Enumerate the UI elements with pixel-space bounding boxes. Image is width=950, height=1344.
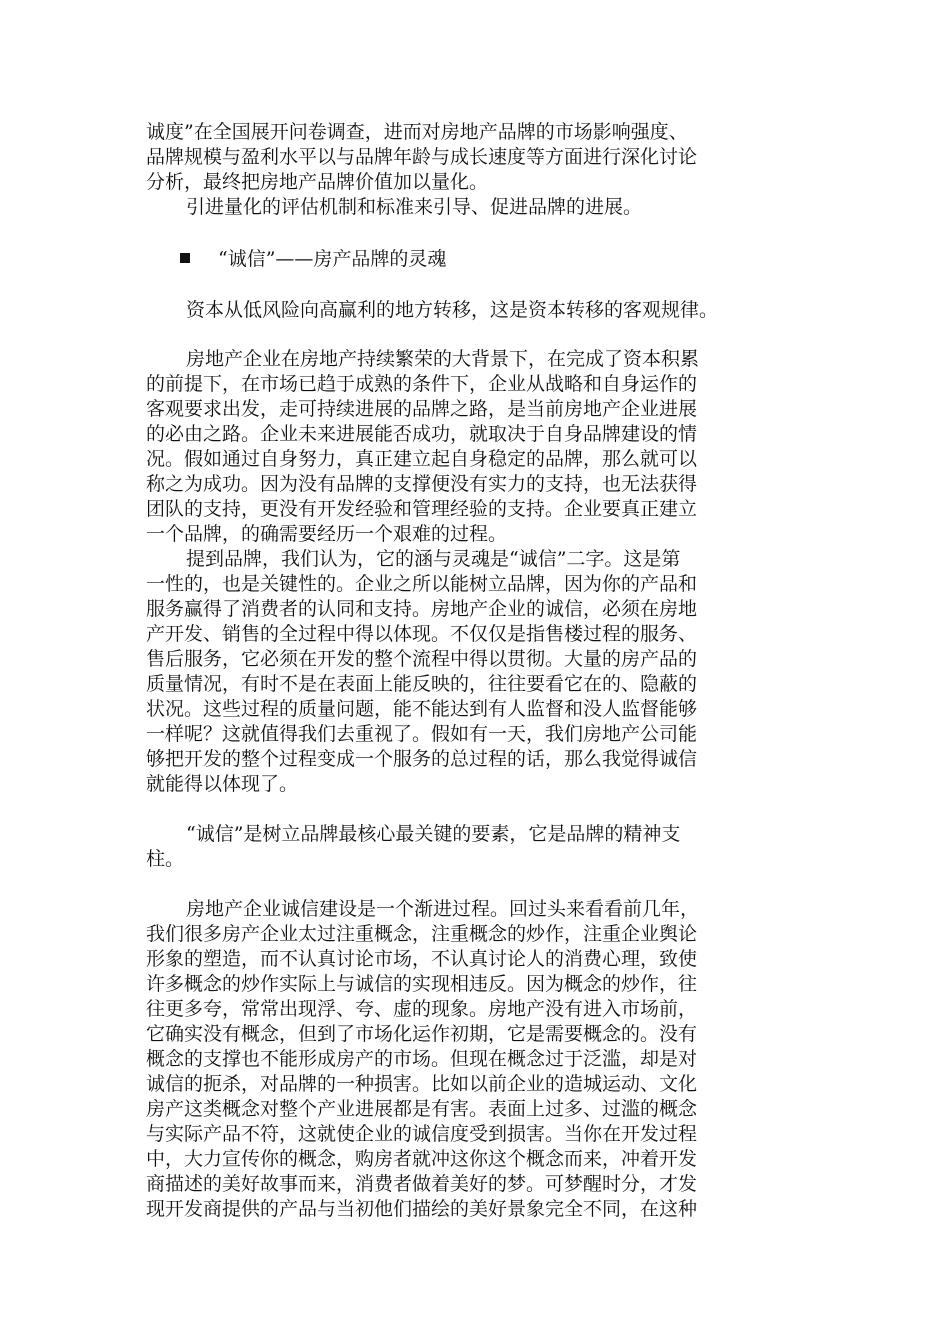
- text-line: 许多概念的炒作实际上与诚信的实现相违反。因为概念的炒作，往: [146, 973, 698, 995]
- text-line: 的前提下，在市场已趋于成熟的条件下，企业从战略和自身运作的: [146, 373, 698, 395]
- section-heading-text: “诚信”——房产品牌的灵魂: [218, 248, 447, 270]
- intro-paragraph: [146, 120, 806, 220]
- text-line: 分析，最终把房地产品牌价值加以量化。: [146, 171, 489, 193]
- text-line: 诚信的扼杀，对品牌的一种损害。比如以前企业的造城运动、文化: [146, 1073, 698, 1095]
- text-line: 况。假如通过自身努力，真正建立起自身稳定的品牌，那么就可以: [146, 448, 698, 470]
- text-line: 资本从低风险向高赢利的地方转移，这是资本转移的客观规律。: [186, 299, 719, 321]
- text-line: 一性的，也是关键性的。企业之所以能树立品牌，因为你的产品和: [146, 573, 698, 595]
- text-line: 房产这类概念对整个产业进展都是有害。表面上过多、过滥的概念: [146, 1098, 698, 1120]
- text-line: 团队的支持，更没有开发经验和管理经验的支持。企业要真正建立: [146, 498, 698, 520]
- text-line: 往更多夸，常常出现浮、夸、虚的现象。房地产没有进入市场前，: [146, 998, 698, 1020]
- text-line: 房地产企业在房地产持续繁荣的大背景下，在完成了资本积累: [186, 348, 700, 370]
- text-line: 概念的支撑也不能形成房产的市场。但现在概念过于泛滥，却是对: [146, 1048, 698, 1070]
- text-line: 服务赢得了消费者的认同和支持。房地产企业的诚信，必须在房地: [146, 598, 698, 620]
- text-line: “诚信”是树立品牌最核心最关键的要素，它是品牌的精神支: [186, 823, 681, 845]
- text-line: 诚度”在全国展开问卷调查，进而对房地产品牌的市场影响强度、: [146, 121, 688, 143]
- text-line: 形象的塑造，而不认真讨论市场，不认真讨论人的消费心理，致使: [146, 948, 698, 970]
- paragraph-1: [146, 298, 806, 323]
- text-line: 品牌规模与盈利水平以与品牌年龄与成长速度等方面进行深化讨论: [146, 146, 698, 168]
- text-line: 它确实没有概念，但到了市场化运作初期，它是需要概念的。没有: [146, 1023, 698, 1045]
- text-line: 我们很多房产企业太过注重概念，注重概念的炒作，注重企业舆论: [146, 923, 698, 945]
- text-line: 一样呢？这就值得我们去重视了。假如有一天，我们房地产公司能: [146, 723, 698, 745]
- text-line: 售后服务，它必须在开发的整个流程中得以贯彻。大量的房产品的: [146, 648, 698, 670]
- text-line: 状况。这些过程的质量问题，能不能达到有人监督和没人监督能够: [146, 698, 698, 720]
- text-line: 引进量化的评估机制和标准来引导、促进品牌的进展。: [186, 196, 643, 218]
- text-line: 柱。: [146, 848, 185, 870]
- text-line: 够把开发的整个过程变成一个服务的总过程的话，那么我觉得诚信: [146, 748, 698, 770]
- text-line: 商描述的美好故事而来，消费者做着美好的梦。可梦醒时分，才发: [146, 1173, 698, 1195]
- text-line: 与实际产品不符，这就使企业的诚信度受到损害。当你在开发过程: [146, 1123, 698, 1145]
- paragraph-5: [146, 897, 806, 1222]
- text-line: 一个品牌，的确需要经历一个艰难的过程。: [146, 523, 508, 545]
- paragraph-3: [146, 547, 806, 797]
- text-line: 产开发、销售的全过程中得以体现。不仅仅是指售楼过程的服务、: [146, 623, 698, 645]
- paragraph-2: [146, 347, 806, 547]
- text-line: 房地产企业诚信建设是一个渐进过程。回过头来看看前几年，: [186, 898, 700, 920]
- text-line: 称之为成功。因为没有品牌的支撑便没有实力的支持，也无法获得: [146, 473, 698, 495]
- text-line: 的必由之路。企业未来进展能否成功，就取决于自身品牌建设的情: [146, 423, 698, 445]
- text-line: 就能得以体现了。: [146, 773, 299, 795]
- square-bullet-icon: [180, 253, 190, 263]
- text-line: 中，大力宣传你的概念，购房者就冲这你这个概念而来，冲着开发: [146, 1148, 698, 1170]
- text-line: 质量情况，有时不是在表面上能反映的，往往要看它在的、隐蔽的: [146, 673, 698, 695]
- text-line: 现开发商提供的产品与当初他们描绘的美好景象完全不同，在这种: [146, 1198, 698, 1220]
- text-line: 客观要求出发，走可持续进展的品牌之路，是当前房地产企业进展: [146, 398, 698, 420]
- text-line: 提到品牌，我们认为，它的涵与灵魂是“诚信”二字。这是第: [186, 548, 681, 570]
- paragraph-4: [146, 822, 806, 872]
- section-heading: [180, 247, 446, 272]
